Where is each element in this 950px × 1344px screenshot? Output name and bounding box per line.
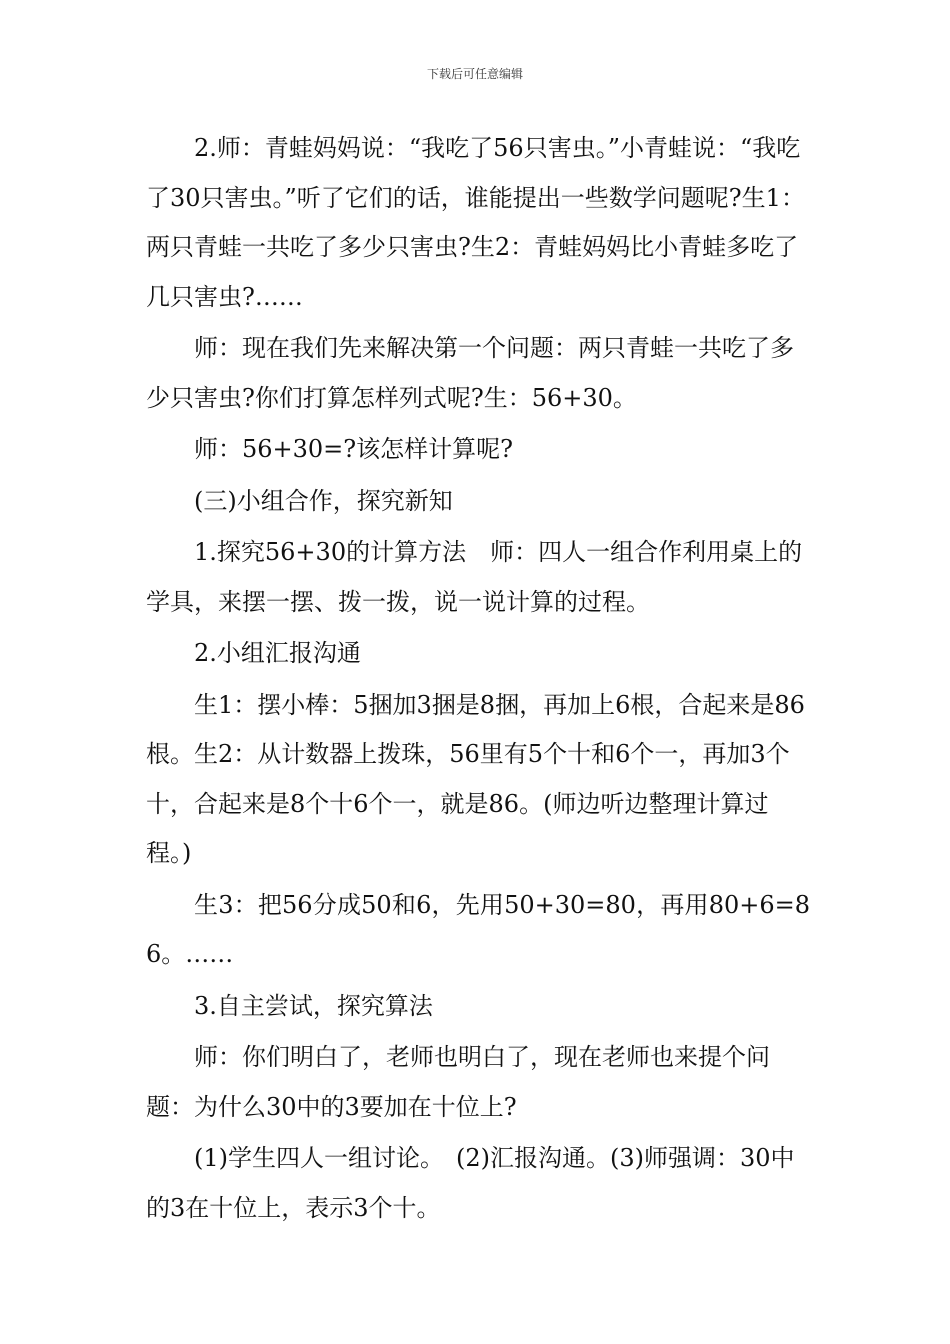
paragraph-frog-question: 2.师：青蛙妈妈说：“我吃了56只害虫。”小青蛙说：“我吃了30只害虫。”听了它们的话，谁能提出一些数学问题呢?生1：两只青蛙一共吃了多少只害虫?生2：青蛙妈妈比小青蛙多吃了几只害虫?…… (146, 134, 805, 311)
document-body (146, 124, 810, 1235)
subheading-group-report: 2.小组汇报沟通 (194, 639, 361, 667)
paragraph-how-to-calculate: 师：56+30=?该怎样计算呢? (194, 435, 514, 463)
paragraph-first-problem: 师：现在我们先来解决第一个问题：两只青蛙一共吃了多少只害虫?你们打算怎样列式呢?生：56+30。 (146, 334, 794, 412)
page-header-note: 下载后可任意编辑 (426, 67, 523, 81)
subheading-self-try: 3.自主尝试，探究算法 (194, 991, 433, 1020)
section-heading-group-work: (三)小组合作，探究新知 (194, 486, 453, 515)
paragraph-student-reports: 生1：摆小棒：5捆加3捆是8捆，再加上6根，合起来是86根。生2：从计数器上拨珠，56里有5个十和6个一，再加3个十，合起来是8个十6个一，就是86。(师边听边整理计算过程。) (146, 690, 805, 867)
paragraph-teacher-question: 师：你们明白了，老师也明白了，现在老师也来提个问题：为什么30中的3要加在十位上? (146, 1043, 770, 1121)
paragraph-student-three: 生3：把56分成50和6，先用50+30=80，再用80+6=86。…… (146, 890, 810, 968)
paragraph-explore-method: 1.探究56+30的计算方法 师：四人一组合作利用桌上的学具，来摆一摆、拨一拨，说一说计算的过程。 (146, 538, 803, 616)
paragraph-discussion-steps: (1)学生四人一组讨论。 (2)汇报沟通。(3)师强调：30中的3在十位上，表示3个十。 (146, 1144, 795, 1222)
